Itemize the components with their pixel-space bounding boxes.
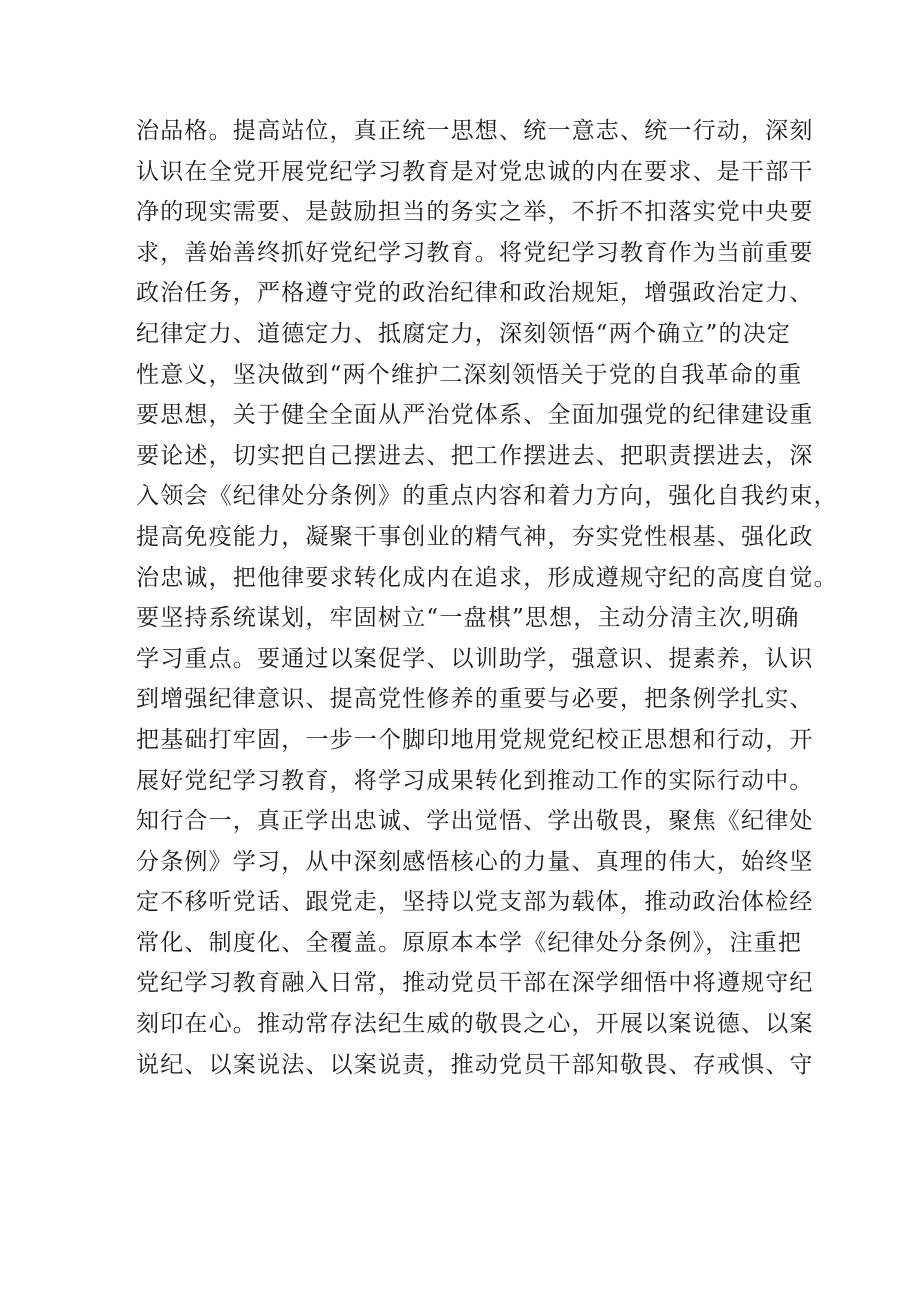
text-line: 政治任务，严格遵守党的政治纪律和政治规矩，增强政治定力、 <box>136 280 814 307</box>
text-line: 说纪、以案说法、以案说责，推动党员干部知敬畏、存戒惧、守 <box>136 1051 814 1078</box>
text-line: 学习重点。要通过以案促学、以训助学，强意识、提素养，认识 <box>136 645 814 672</box>
body-text <box>136 111 838 1085</box>
text-line: 要思想，关于健全全面从严治党体系、全面加强党的纪律建设重 <box>136 402 814 429</box>
text-line: 纪律定力、道德定力、抵腐定力，深刻领悟“两个确立”的决定 <box>136 320 792 347</box>
text-line: 知行合一，真正学出忠诚、学出觉悟、学出敬畏，聚焦《纪律处 <box>136 808 814 835</box>
text-line: 党纪学习教育融入日常，推动党员干部在深学细悟中将遵规守纪 <box>136 970 814 997</box>
text-line: 展好党纪学习教育，将学习成果转化到推动工作的实际行动中。 <box>136 767 814 794</box>
text-line: 治品格。提高站位，真正统一思想、统一意志、统一行动，深刻 <box>136 118 814 144</box>
text-line: 刻印在心。推动常存法纪生威的敬畏之心，开展以案说德、以案 <box>136 1011 814 1038</box>
text-line: 把基础打牢固，一步一个脚印地用党规党纪校正思想和行动，开 <box>136 726 814 753</box>
text-line: 要论述，切实把自己摆进去、把工作摆进去、把职责摆进去，深 <box>136 442 814 469</box>
text-line: 提高免疫能力，凝聚干事创业的精气神，夯实党性根基、强化政 <box>136 523 814 550</box>
text-line: 性意义，坚决做到“两个维护二深刻领悟关于党的自我革命的重 <box>136 361 803 388</box>
text-line: 常化、制度化、全覆盖。原原本本学《纪律处分条例》，注重把 <box>136 929 803 956</box>
text-line: 认识在全党开展党纪学习教育是对党忠诚的内在要求、是干部干 <box>136 158 814 185</box>
text-line: 定不移听党话、跟党走，坚持以党支部为载体，推动政治体检经 <box>136 889 814 916</box>
text-line: 到增强纪律意识、提高党性修养的重要与必要，把条例学扎实、 <box>136 686 814 713</box>
text-line: 治忠诚，把他律要求转化成内在追求，形成遵规守纪的高度自觉。 <box>136 564 838 591</box>
text-line: 要坚持系统谋划，牢固树立“一盘棋”思想，主动分清主次,明确 <box>136 605 800 632</box>
text-line: 分条例》学习，从中深刻感悟核心的力量、真理的伟大，始终坚 <box>136 848 814 875</box>
text-line: 求，善始善终抓好党纪学习教育。将党纪学习教育作为当前重要 <box>136 239 814 266</box>
text-line: 入领会《纪律处分条例》的重点内容和着力方向，强化自我约束， <box>136 483 838 510</box>
text-line: 净的现实需要、是鼓励担当的务实之举，不折不扣落实党中央要 <box>136 199 814 226</box>
